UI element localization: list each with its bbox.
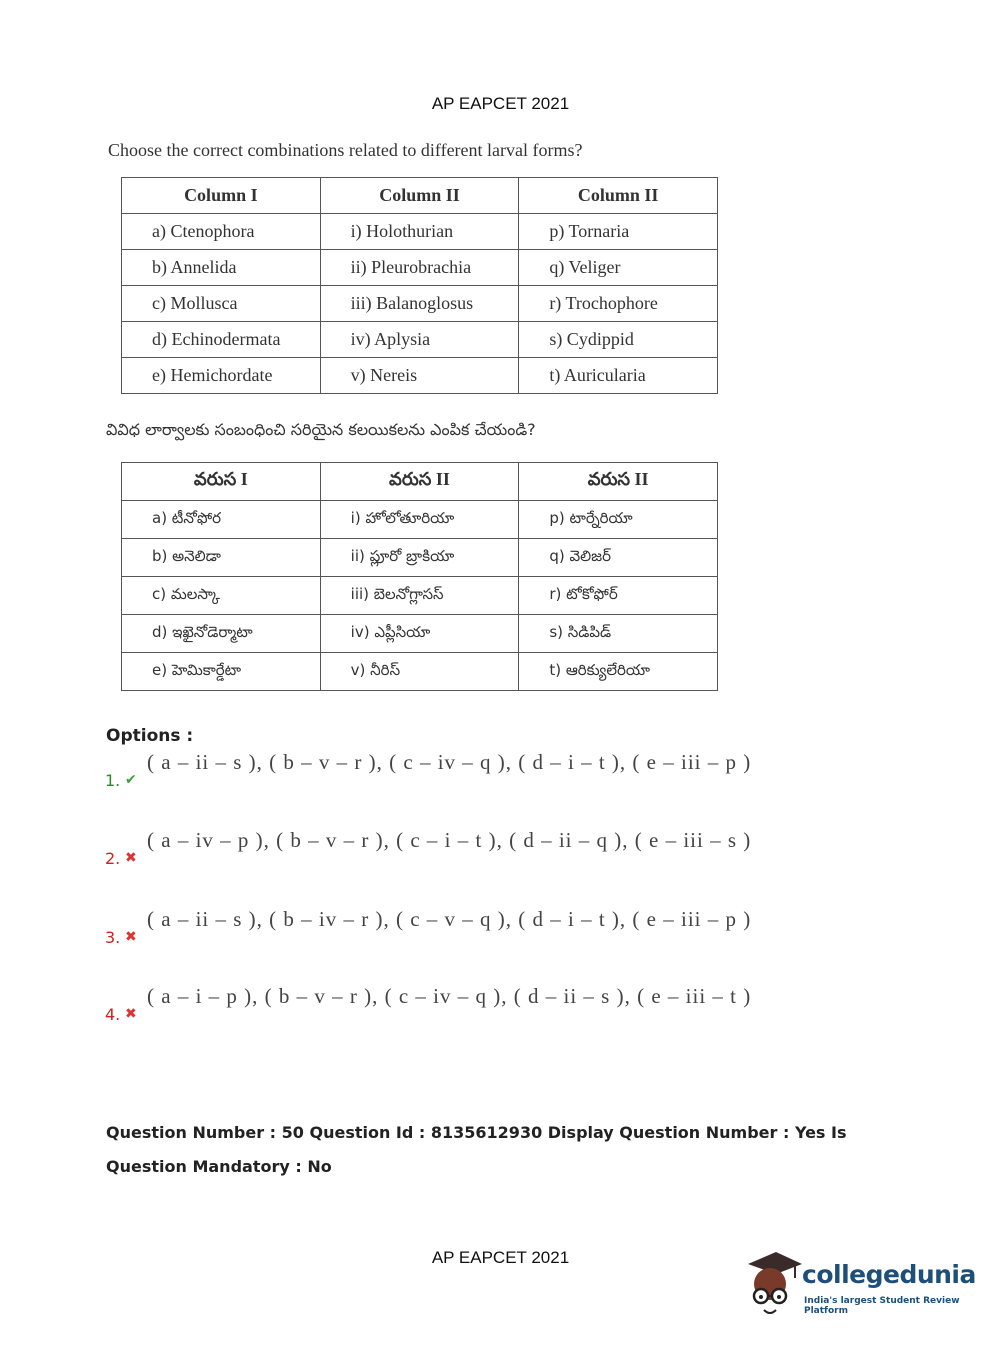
option-text: ( a – i – p ), ( b – v – r ), ( c – iv – q ), ( d – ii – s ), ( e – iii – t ) [147,984,752,1008]
match-table-english [121,177,718,394]
table-row [122,358,718,394]
table-row [122,286,718,322]
page-footer: AP EAPCET 2021 [431,1248,570,1267]
table-cell: p) టార్నేరియా [519,501,718,539]
table-cell: q) Veliger [519,250,718,286]
option-number: 3. [105,928,121,947]
table-row [122,539,718,577]
table-cell: iii) Balanoglosus [320,286,519,322]
option-number: 1. [105,771,121,790]
table-row [122,250,718,286]
table-cell: v) Nereis [320,358,519,394]
option-4[interactable] [105,984,805,1024]
table-cell: ii) ప్లూరో బ్రాకియా [320,539,519,577]
option-number: 4. [105,1005,121,1024]
table-row [122,577,718,615]
table-row [122,653,718,691]
table-cell: a) టీనోఫోర [122,501,321,539]
table-cell: r) Trochophore [519,286,718,322]
table-cell: ii) Pleurobrachia [320,250,519,286]
table-row [122,501,718,539]
option-number: 2. [105,849,121,868]
table-cell: iii) బెలనోగ్లాసస్ [320,577,519,615]
options-label: Options : [106,726,194,746]
table-header: Column I [122,178,321,214]
table-cell: i) హోలోతూరియా [320,501,519,539]
option-text: ( a – ii – s ), ( b – iv – r ), ( c – v – q ), ( d – i – t ), ( e – iii – p ) [147,907,752,931]
match-table-telugu [121,462,718,691]
table-header: Column II [519,178,718,214]
cross-icon: ✖ [125,1006,137,1022]
logo-wordmark: collegedunia [802,1260,976,1289]
option-1[interactable] [105,750,805,790]
option-text: ( a – ii – s ), ( b – v – r ), ( c – iv – q ), ( d – i – t ), ( e – iii – p ) [147,750,752,774]
cross-icon: ✖ [125,929,137,945]
table-cell: e) Hemichordate [122,358,321,394]
table-cell: i) Holothurian [320,214,519,250]
table-cell: a) Ctenophora [122,214,321,250]
table-cell: r) టోకోఫోర్ [519,577,718,615]
table-cell: t) ఆరిక్యులేరియా [519,653,718,691]
table-row [122,322,718,358]
table-cell: iv) Aplysia [320,322,519,358]
table-cell: b) Annelida [122,250,321,286]
table-cell: b) అనెలిడా [122,539,321,577]
table-row [122,615,718,653]
table-header: వరుస II [519,463,718,501]
table-cell: d) ఇఖైనోడెర్మాటా [122,615,321,653]
collegedunia-logo [742,1250,976,1320]
logo-tagline: India's largest Student Review Platform [804,1296,960,1316]
table-header: Column II [320,178,519,214]
table-cell: q) వెలిజర్ [519,539,718,577]
table-header: వరుస II [320,463,519,501]
check-icon: ✔ [125,772,137,788]
table-cell: c) మలస్కా [122,577,321,615]
table-cell: s) Cydippid [519,322,718,358]
table-row [122,214,718,250]
mascot-icon [742,1250,804,1320]
option-3[interactable] [105,907,805,947]
table-cell: s) సిడిపిడ్ [519,615,718,653]
option-2[interactable] [105,828,805,868]
table-cell: p) Tornaria [519,214,718,250]
page-header: AP EAPCET 2021 [431,94,570,113]
table-cell: d) Echinodermata [122,322,321,358]
option-text: ( a – iv – p ), ( b – v – r ), ( c – i – t ), ( d – ii – q ), ( e – iii – s ) [147,828,752,852]
table-cell: c) Mollusca [122,286,321,322]
table-cell: iv) ఎప్లీసియా [320,615,519,653]
table-cell: t) Auricularia [519,358,718,394]
table-cell: v) నీరిస్ [320,653,519,691]
cross-icon: ✖ [125,850,137,866]
table-header: వరుస I [122,463,321,501]
question-text-telugu: వివిధ లార్వాలకు సంబంధించి సరియైన కలయికలను ఎంపిక చేయండి? [106,420,536,439]
table-cell: e) హెమికార్డేటా [122,653,321,691]
question-meta: Question Number : 50 Question Id : 8135612930 Display Question Number : Yes Is Question Mandatory : No [106,1123,847,1176]
question-text-english: Choose the correct combinations related to different larval forms? [108,140,583,160]
